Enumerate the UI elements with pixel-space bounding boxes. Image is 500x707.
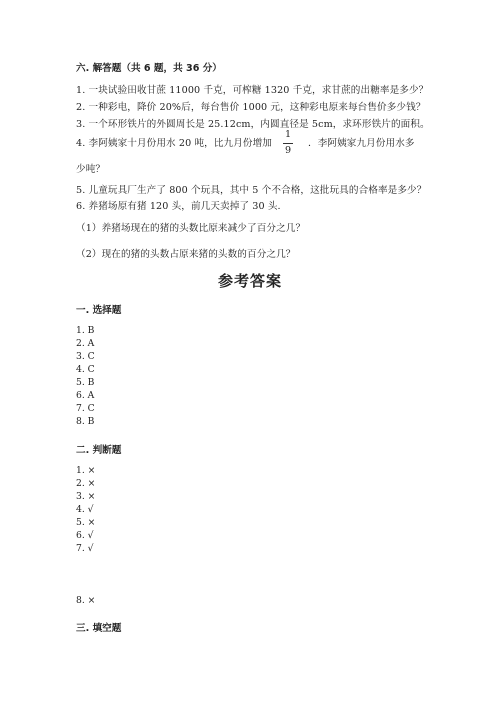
choice-answer: 4. C [76,364,95,375]
judge-answer: 4. √ [76,504,94,515]
judge-answer: 2. × [76,478,96,489]
judge-answer: 8. × [76,595,96,606]
choice-answer: 3. C [76,351,95,362]
fraction-numerator: 1 [284,129,292,140]
fraction-denominator: 9 [284,145,292,156]
fraction-bar [283,143,293,144]
judge-answer: 6. √ [76,530,94,541]
judge-heading: 二. 判断题 [76,445,122,456]
question-4-part3: 少吨？ [76,164,106,175]
judge-answer: 1. × [76,465,96,476]
question-6-sub2: （2）现在的猪的头数占原来猪的头数的百分之几？ [76,249,296,260]
choice-answer: 1. B [76,325,95,336]
choice-answer: 8. B [76,416,95,427]
question-6: 6. 养猪场原有猪 120 头，前几天卖掉了 30 头. [76,201,281,212]
question-4-part2: ．李阿姨家九月份用水多 [308,138,415,149]
judge-answer: 5. × [76,517,96,528]
choice-answer: 7. C [76,403,95,414]
question-1: 1. 一块试验田收甘蔗 11000 千克，可榨糖 1320 千克，求甘蔗的出糖率是多少？ [76,85,429,96]
question-3: 3. 一个环形铁片的外圆周长是 25.12cm，内圆直径是 5cm，求环形铁片的面积。 [76,119,430,130]
fill-heading: 三. 填空题 [76,623,122,634]
choice-heading: 一. 选择题 [76,305,122,316]
judge-answer: 7. √ [76,543,94,554]
answers-title: 参考答案 [217,272,282,290]
judge-answer: 3. × [76,491,96,502]
question-5: 5. 儿童玩具厂生产了 800 个玩具，其中 5 个不合格，这批玩具的合格率是多少？ [76,185,427,196]
choice-answer: 2. A [76,338,95,349]
section-heading: 六. 解答题（共 6 题，共 36 分） [76,63,222,74]
question-6-sub1: （1）养猪场现在的猪的头数比原来减少了百分之几？ [76,223,306,234]
question-2: 2. 一种彩电，降价 20%后，每台售价 1000 元，这种彩电原来每台售价多少钱？ [76,102,426,113]
choice-answer: 5. B [76,377,95,388]
question-4-part1: 4. 李阿姨家十月份用水 20 吨，比九月份增加 [76,138,273,149]
choice-answer: 6. A [76,390,95,401]
